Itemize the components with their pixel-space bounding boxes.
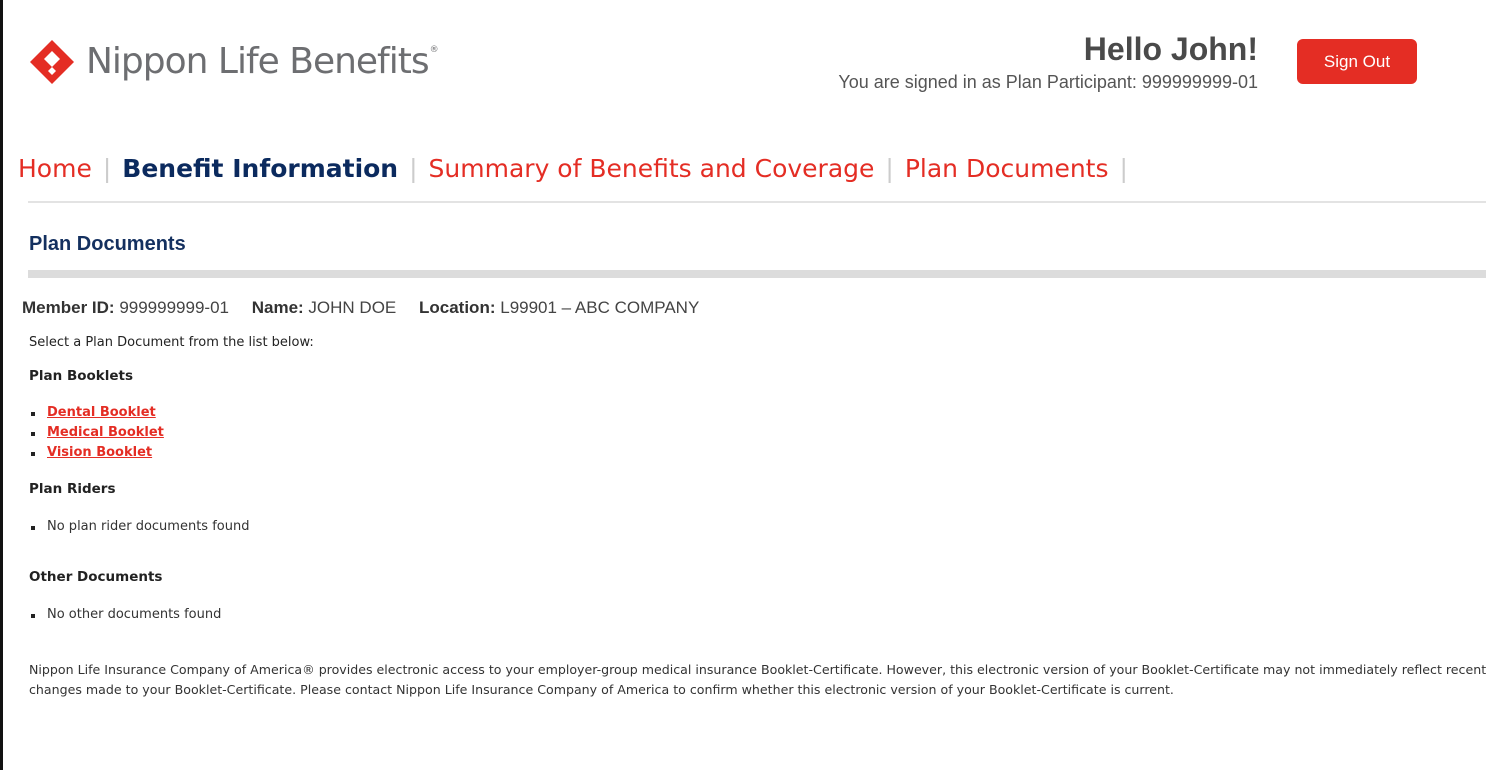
member-name-value: JOHN DOE [308,298,397,317]
member-id-label: Member ID: [22,298,115,317]
member-name-label: Name: [251,298,304,317]
main-nav [18,154,1139,183]
nav-separator: | [1119,154,1128,183]
brand-name: Nippon Life Benefits® [86,41,438,82]
other-documents-heading: Other Documents [29,569,163,585]
nav-divider [28,201,1486,203]
plan-riders-list [29,517,1479,537]
documents-intro: Select a Plan Document from the list below: [29,335,314,350]
signed-in-status: You are signed in as Plan Participant: 999999999-01 [838,72,1258,92]
nav-summary-of-benefits[interactable]: Summary of Benefits and Coverage [428,154,875,183]
nav-plan-documents[interactable]: Plan Documents [904,154,1109,183]
list-item [29,423,1479,443]
nav-home[interactable]: Home [18,154,92,183]
nippon-life-logo-icon [30,40,74,84]
member-info [22,298,699,318]
dental-booklet-link[interactable]: Dental Booklet [47,405,156,420]
list-item [29,403,1479,423]
window-left-border [0,0,3,770]
title-divider [28,270,1486,278]
member-location-value: L99901 – ABC COMPANY [500,298,700,317]
medical-booklet-link[interactable]: Medical Booklet [47,425,164,440]
list-item: No other documents found [29,605,1479,625]
user-greeting [838,30,1258,93]
list-item: No plan rider documents found [29,517,1479,537]
member-location-label: Location: [419,298,496,317]
nav-separator: | [102,154,112,183]
nav-separator: | [409,154,418,183]
sign-out-button[interactable]: Sign Out [1297,39,1417,84]
other-documents-list [29,605,1479,625]
plan-booklets-list [29,403,1479,463]
plan-booklets-heading: Plan Booklets [29,368,134,384]
nav-benefit-information[interactable]: Benefit Information [122,154,399,183]
plan-documents-section [29,335,1479,625]
brand-logo[interactable] [30,38,438,86]
disclaimer-text: Nippon Life Insurance Company of America® provides electronic access to your employer-group medical insurance Booklet-Certificate. However, this electronic version of your Booklet-Certificate may not immediately reflect recent changes made to your Booklet-Certificate. Please contact Nippon Life Insurance Company of America to confirm whether this electronic version of your Booklet-Certificate is current. [29,662,1487,697]
hello-heading: Hello John! [1083,31,1258,67]
nav-separator: | [885,154,894,183]
member-id-value: 999999999-01 [119,298,229,317]
vision-booklet-link[interactable]: Vision Booklet [47,445,153,460]
plan-riders-heading: Plan Riders [29,481,116,497]
list-item [29,443,1479,463]
page-title: Plan Documents [29,233,186,255]
